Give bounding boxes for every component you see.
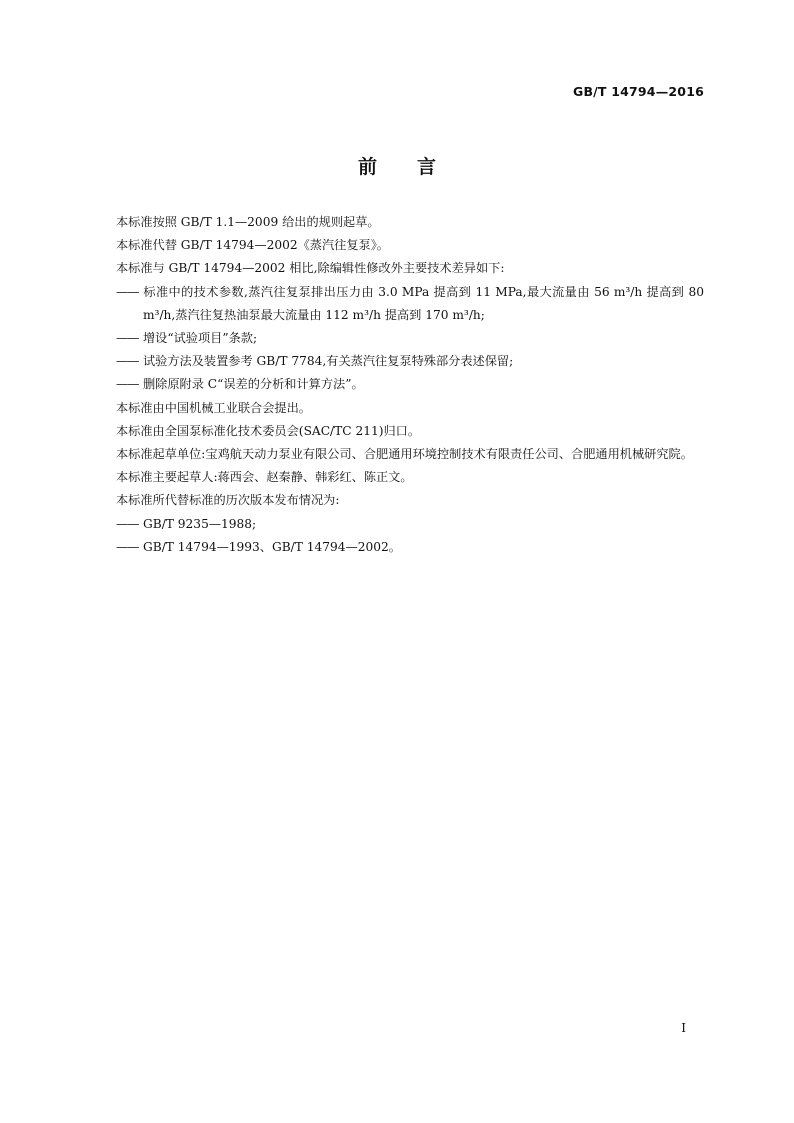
paragraph-differences-intro: 本标准与 GB/T 14794—2002 相比,除编辑性修改外主要技术差异如下: bbox=[116, 261, 505, 276]
paragraph-drafting-rules: 本标准按照 GB/T 1.1—2009 给出的规则起草。 bbox=[116, 215, 380, 229]
list-item-text: 试验方法及装置参考 GB/T 7784,有关蒸汽往复泵特殊部分表述保留; bbox=[143, 354, 514, 369]
list-item-edition-1993-2002 bbox=[90, 536, 704, 559]
page-title bbox=[0, 152, 794, 179]
paragraph-main-drafters: 本标准主要起草人:蒋西会、赵秦静、韩彩红、陈正文。 bbox=[116, 470, 413, 485]
list-item-test-items bbox=[90, 327, 704, 350]
list-item-text: 删除原附录 C“误差的分析和计算方法”。 bbox=[143, 377, 364, 392]
dash-marker: —— bbox=[116, 516, 139, 531]
list-item-test-methods bbox=[90, 350, 704, 373]
list-item-text: 增设“试验项目”条款; bbox=[143, 331, 258, 346]
dash-marker: —— bbox=[116, 284, 139, 299]
paragraph-drafting-units: 本标准起草单位:宝鸡航天动力泵业有限公司、合肥通用环境控制技术有限责任公司、合肥通用机械研究院。 bbox=[116, 447, 693, 462]
dash-marker: —— bbox=[116, 377, 139, 392]
paragraph-under-jurisdiction: 本标准由全国泵标准化技术委员会(SAC/TC 211)归口。 bbox=[116, 423, 421, 438]
foreword-body bbox=[90, 211, 704, 559]
list-item-text: 标准中的技术参数,蒸汽往复泵排出压力由 3.0 MPa 提高到 11 MPa,最大流量由 56 m³/h 提高到 80 m³/h,蒸汽往复热油泵最大流量由 112 m³/h 提高到 170 m³/h; bbox=[143, 284, 704, 322]
list-item-edition-1988 bbox=[90, 513, 704, 536]
paragraph-proposed-by: 本标准由中国机械工业联合会提出。 bbox=[116, 400, 311, 415]
standard-code: GB/T 14794—2016 bbox=[572, 84, 704, 99]
paragraph-replaces: 本标准代替 GB/T 14794—2002《蒸汽往复泵》。 bbox=[116, 238, 389, 253]
title-char-1: 前 bbox=[357, 156, 377, 178]
list-item-text: GB/T 14794—1993、GB/T 14794—2002。 bbox=[143, 539, 401, 554]
page-number: I bbox=[681, 1021, 686, 1035]
paragraph-previous-editions: 本标准所代替标准的历次版本发布情况为: bbox=[116, 493, 340, 508]
list-item-appendix-removed bbox=[90, 373, 704, 396]
list-item-technical-params bbox=[90, 281, 704, 327]
dash-marker: —— bbox=[116, 354, 139, 369]
title-char-2: 言 bbox=[417, 156, 437, 178]
dash-marker: —— bbox=[116, 331, 139, 346]
list-item-text: GB/T 9235—1988; bbox=[143, 516, 257, 531]
dash-marker: —— bbox=[116, 539, 139, 554]
